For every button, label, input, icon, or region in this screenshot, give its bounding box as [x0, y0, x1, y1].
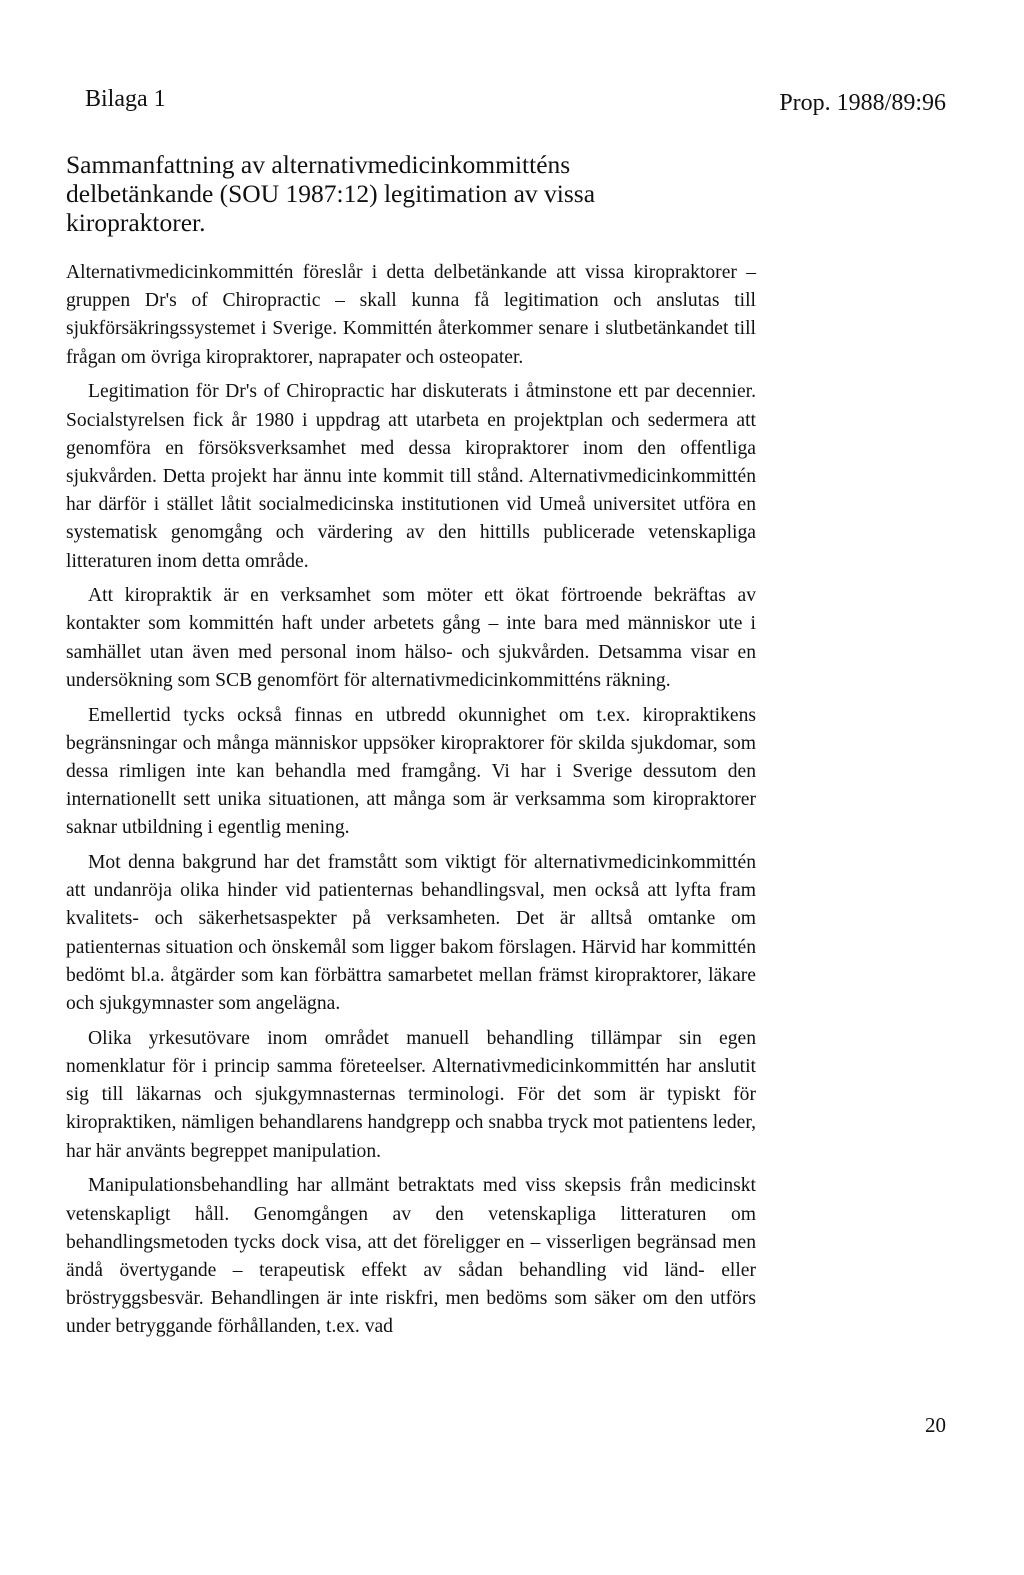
paragraph-6: Olika yrkesutövare inom området manuell behandling tillämpar sin egen nomenklatur för i princip samma företeelser. Alternativmedicinkommittén har anslutit sig till läkarnas och sjukgymnasternas terminologi. För det som är typiskt för kiropraktiken, nämligen behandlarens handgrepp och snabba tryck mot patientens leder, har här använts begreppet manipulation. — [66, 1027, 756, 1162]
page-number: 20 — [925, 1413, 946, 1437]
appendix-label: Bilaga 1 — [85, 86, 166, 112]
document-title: Sammanfattning av alternativmedicinkommitténs delbetänkande (SOU 1987:12) legitimation av vissa kiropraktorer. — [66, 150, 596, 237]
paragraph-2: Legitimation för Dr's of Chiropractic har diskuterats i åtminstone ett par decennier. Socialstyrelsen fick år 1980 i uppdrag att utarbeta en projektplan och sedermera att genomföra en försöksverksamhet med dessa kiropraktorer inom den offentliga sjukvården. Detta projekt har ännu inte kommit till stånd. Alternativmedicinkommittén har därför i stället låtit socialmedicinska institutionen vid Umeå universitet utföra en systematisk genomgång och värdering av den hittills publicerade vetenskapliga litteraturen inom detta område. — [66, 381, 756, 572]
paragraph-1: Alternativmedicinkommittén föreslår i detta delbetänkande att vissa kiropraktorer – gruppen Dr's of Chiropractic – skall kunna få legitimation och anslutas till sjukförsäkringssystemet i Sverige. Kommittén återkommer senare i slutbetänkandet till frågan om övriga kiropraktorer, naprapater och osteopater. — [66, 262, 756, 368]
paragraph-7: Manipulationsbehandling har allmänt betraktats med viss skepsis från medicinskt vetenskapligt håll. Genomgången av den vetenskapliga litteraturen om behandlingsmetoden tycks dock visa, att det föreligger en – visserligen begränsad men ändå övertygande – terapeutisk effekt av sådan behandling vid länd- eller bröstryggsbesvär. Behandlingen är inte riskfri, men bedöms som säker om den utförs under betryggande förhållanden, t.ex. vad — [66, 1175, 756, 1338]
proposition-reference: Prop. 1988/89:96 — [779, 90, 946, 116]
paragraph-5: Mot denna bakgrund har det framstått som viktigt för alternativmedicinkommittén att undanröja olika hinder vid patienternas behandlingsval, men också att lyfta fram kvalitets- och säkerhetsaspekter på verksamheten. Det är alltså omtanke om patienternas situation och önskemål som ligger bakom förslagen. Härvid har kommittén bedömt bl.a. åtgärder som kan förbättra samarbetet mellan främst kiropraktorer, läkare och sjukgymnaster som angelägna. — [66, 852, 756, 1015]
paragraph-4: Emellertid tycks också finnas en utbredd okunnighet om t.ex. kiropraktikens begränsningar och många människor uppsöker kiropraktorer för skilda sjukdomar, som dessa rimligen inte kan behandla med framgång. Vi har i Sverige dessutom den internationellt sett unika situationen, att många som är verksamma som kiropraktorer saknar utbildning i egentlig mening. — [66, 704, 756, 839]
body-text — [66, 259, 756, 1348]
paragraph-3: Att kiropraktik är en verksamhet som möter ett ökat förtroende bekräftas av kontakter som kommittén haft under arbetets gång – inte bara med människor ute i samhället utan även med personal inom hälso- och sjukvården. Detsamma visar en undersökning som SCB genomfört för alternativmedicinkommitténs räkning. — [66, 585, 756, 691]
